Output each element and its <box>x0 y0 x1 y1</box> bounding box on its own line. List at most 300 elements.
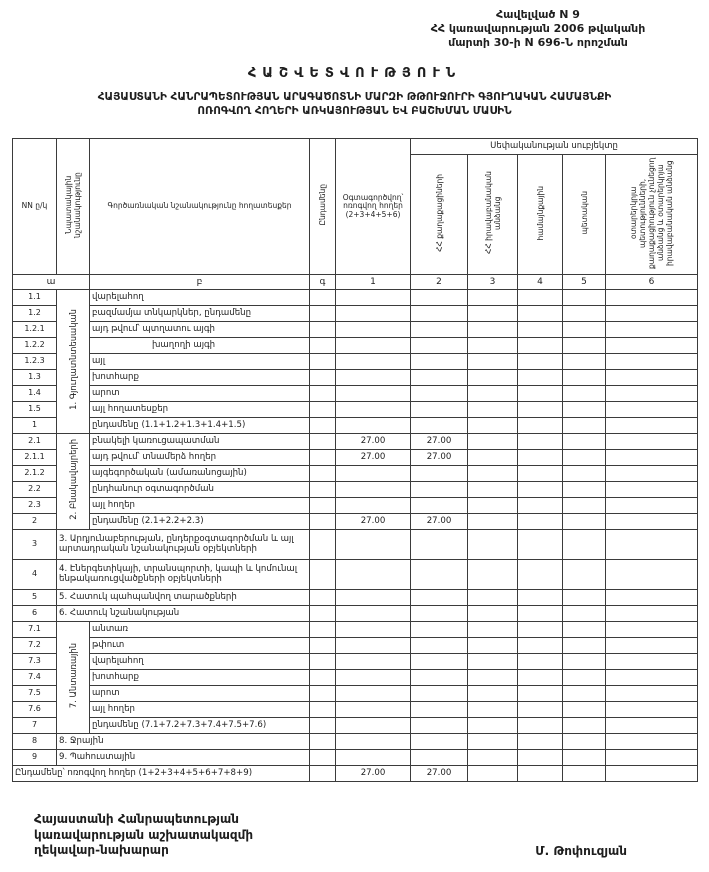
row-label: այդ թվում՝ տնամերձ հողեր <box>90 450 310 466</box>
value-cell <box>563 514 606 530</box>
value-cell <box>336 386 411 402</box>
value-cell <box>310 718 336 734</box>
value-cell: 27.00 <box>336 514 411 530</box>
value-cell <box>310 370 336 386</box>
value-cell <box>468 434 518 450</box>
value-cell <box>468 498 518 514</box>
value-cell <box>563 482 606 498</box>
value-cell <box>518 702 563 718</box>
value-cell <box>606 734 698 750</box>
col-header-own-foreign <box>606 155 698 275</box>
row-label: խոտհարք <box>90 670 310 686</box>
row-num: 1.1 <box>13 290 57 306</box>
value-cell <box>336 338 411 354</box>
col-header-nn: NN ը/կ <box>13 139 57 275</box>
value-cell <box>518 498 563 514</box>
value-cell <box>310 386 336 402</box>
value-cell <box>336 590 411 606</box>
signature-line-3: ղեկավար-նախարար <box>34 843 169 858</box>
value-cell: 27.00 <box>411 434 468 450</box>
table-row <box>13 670 698 686</box>
signatory-name: Մ. Թոփուզյան <box>535 844 627 858</box>
col-header-ownership-group: Սեփականության սուբյեկտը <box>411 139 698 155</box>
row-label: խաղողի այգի <box>90 338 310 354</box>
value-cell <box>310 590 336 606</box>
row-num: 1.2.2 <box>13 338 57 354</box>
value-cell <box>563 750 606 766</box>
table-row <box>13 370 698 386</box>
value-cell <box>310 622 336 638</box>
value-cell <box>518 306 563 322</box>
value-cell <box>411 638 468 654</box>
row-num: 2.2 <box>13 482 57 498</box>
value-cell <box>468 482 518 498</box>
row-label: ընդամենը (2.1+2.2+2.3) <box>90 514 310 530</box>
value-cell <box>468 670 518 686</box>
row-label: բազմամյա տնկարկներ, ընդամենը <box>90 306 310 322</box>
value-cell <box>563 560 606 590</box>
table-row <box>13 418 698 434</box>
value-cell: 27.00 <box>336 450 411 466</box>
col-number-3: 3 <box>468 275 518 290</box>
row-label: այլ <box>90 354 310 370</box>
value-cell <box>468 386 518 402</box>
table-row <box>13 434 698 450</box>
value-cell <box>563 498 606 514</box>
value-cell <box>518 766 563 782</box>
value-cell <box>563 354 606 370</box>
value-cell <box>411 290 468 306</box>
value-cell <box>411 734 468 750</box>
value-cell <box>563 466 606 482</box>
value-cell <box>518 370 563 386</box>
col-header-total-text: Ընդամենը <box>318 184 327 226</box>
row-num: 2.1 <box>13 434 57 450</box>
value-cell <box>336 734 411 750</box>
table-row <box>13 590 698 606</box>
value-cell <box>563 606 606 622</box>
col-header-purpose <box>57 139 90 275</box>
value-cell <box>563 622 606 638</box>
row-num: 8 <box>13 734 57 750</box>
row-num: 7.6 <box>13 702 57 718</box>
row-label: 5. Հատուկ պահպանվող տարածքների <box>57 590 310 606</box>
value-cell <box>563 654 606 670</box>
value-cell <box>606 686 698 702</box>
table-row <box>13 734 698 750</box>
value-cell <box>468 418 518 434</box>
col-header-own-community-text: համայնքային <box>535 185 545 241</box>
row-label: ընդամենը (1.1+1.2+1.3+1.4+1.5) <box>90 418 310 434</box>
value-cell: 27.00 <box>411 450 468 466</box>
value-cell <box>518 734 563 750</box>
col-header-own-legal <box>468 155 518 275</box>
value-cell <box>606 354 698 370</box>
value-cell <box>606 402 698 418</box>
value-cell <box>606 482 698 498</box>
row-num: 6 <box>13 606 57 622</box>
table-row <box>13 702 698 718</box>
value-cell <box>468 322 518 338</box>
value-cell <box>606 638 698 654</box>
col-header-own-legal-text: ՀՀ իրավաբանական անձանց <box>483 171 502 255</box>
value-cell <box>606 530 698 560</box>
table-row <box>13 290 698 306</box>
col-header-purpose-text: Նպատակային նշանակությունը <box>64 172 82 239</box>
col-number-6: 6 <box>606 275 698 290</box>
value-cell <box>518 638 563 654</box>
col-header-own-community <box>518 155 563 275</box>
row-label: այլ հողատեսքեր <box>90 402 310 418</box>
table-row <box>13 402 698 418</box>
value-cell <box>310 766 336 782</box>
value-cell <box>518 354 563 370</box>
value-cell <box>336 418 411 434</box>
table-row <box>13 718 698 734</box>
document-title-block <box>0 66 709 118</box>
value-cell <box>468 530 518 560</box>
table-row <box>13 514 698 530</box>
value-cell <box>563 766 606 782</box>
value-cell <box>336 402 411 418</box>
value-cell <box>310 306 336 322</box>
value-cell <box>606 418 698 434</box>
col-header-used: Օգտագործվող՝ ոռոգվող հողեր (2+3+4+5+6) <box>336 139 411 275</box>
value-cell <box>310 434 336 450</box>
value-cell <box>336 686 411 702</box>
col-number-2: 2 <box>411 275 468 290</box>
table-row <box>13 530 698 560</box>
value-cell <box>310 670 336 686</box>
row-label: 6. Հատուկ նշանակության <box>57 606 310 622</box>
row-label: վարելահող <box>90 654 310 670</box>
value-cell <box>563 702 606 718</box>
table-row <box>13 654 698 670</box>
value-cell <box>606 590 698 606</box>
value-cell <box>518 466 563 482</box>
value-cell <box>468 766 518 782</box>
value-cell <box>606 718 698 734</box>
value-cell <box>336 370 411 386</box>
value-cell <box>518 530 563 560</box>
report-table-wrap <box>12 138 698 782</box>
value-cell <box>563 718 606 734</box>
row-num: 1 <box>13 418 57 434</box>
value-cell <box>606 766 698 782</box>
row-label: բնակելի կառուցապատման <box>90 434 310 450</box>
value-cell <box>336 638 411 654</box>
value-cell <box>563 290 606 306</box>
value-cell <box>518 482 563 498</box>
table-row <box>13 354 698 370</box>
value-cell: 27.00 <box>336 434 411 450</box>
value-cell <box>606 702 698 718</box>
value-cell <box>518 514 563 530</box>
value-cell <box>518 750 563 766</box>
value-cell <box>310 530 336 560</box>
report-table <box>12 138 698 782</box>
value-cell <box>468 622 518 638</box>
row-num: 2.1.2 <box>13 466 57 482</box>
value-cell <box>563 386 606 402</box>
row-label: այգեգործական (ամառանոցային) <box>90 466 310 482</box>
value-cell <box>336 702 411 718</box>
value-cell <box>606 654 698 670</box>
table-row <box>13 750 698 766</box>
row-num: 4 <box>13 560 57 590</box>
table-body <box>13 290 698 782</box>
col-header-functional: Գործառնական նշանակությունը հողատեսքեր <box>90 139 310 275</box>
signature-line-2: կառավարության աշխատակազմի <box>34 827 254 842</box>
value-cell <box>563 322 606 338</box>
value-cell <box>606 670 698 686</box>
table-row <box>13 766 698 782</box>
col-letter-a: ա <box>13 275 90 290</box>
value-cell <box>310 290 336 306</box>
group-label-text: 1. Գյուղատնտեսական <box>67 309 78 411</box>
value-cell <box>310 402 336 418</box>
group-label <box>57 434 90 530</box>
row-label: արոտ <box>90 386 310 402</box>
value-cell <box>310 638 336 654</box>
document-subtitle-2: ՈՌՈԳՎՈՂ ՀՈՂԵՐԻ ԱՌԿԱՅՈՒԹՅԱՆ ԵՎ ԲԱՇԽՄԱՆ ՄԱՍԻՆ <box>197 104 512 117</box>
value-cell <box>518 434 563 450</box>
table-row <box>13 466 698 482</box>
table-row <box>13 606 698 622</box>
value-cell <box>606 450 698 466</box>
table-row <box>13 686 698 702</box>
column-letters-row <box>13 275 698 290</box>
value-cell <box>310 734 336 750</box>
value-cell <box>310 466 336 482</box>
value-cell <box>411 686 468 702</box>
value-cell <box>518 560 563 590</box>
value-cell <box>336 354 411 370</box>
value-cell <box>606 386 698 402</box>
value-cell <box>518 322 563 338</box>
value-cell <box>606 514 698 530</box>
value-cell <box>468 686 518 702</box>
value-cell <box>411 654 468 670</box>
col-header-own-state-text: պետական <box>579 191 589 235</box>
value-cell <box>468 466 518 482</box>
annex-line-3: մարտի 30-ի N 696-Ն որոշման <box>448 35 628 49</box>
row-num: 2.1.1 <box>13 450 57 466</box>
value-cell <box>468 370 518 386</box>
col-header-own-state <box>563 155 606 275</box>
value-cell <box>468 402 518 418</box>
row-num: 5 <box>13 590 57 606</box>
col-letter-g: գ <box>310 275 336 290</box>
row-num: 7.2 <box>13 638 57 654</box>
table-row <box>13 482 698 498</box>
value-cell <box>606 560 698 590</box>
col-header-own-citizens <box>411 155 468 275</box>
value-cell <box>310 560 336 590</box>
value-cell <box>411 306 468 322</box>
row-num: 1.2.1 <box>13 322 57 338</box>
signature-line-1: Հայաստանի Հանրապետության <box>34 812 239 826</box>
value-cell <box>411 622 468 638</box>
value-cell <box>468 638 518 654</box>
value-cell <box>336 622 411 638</box>
row-num: 7.1 <box>13 622 57 638</box>
value-cell <box>468 734 518 750</box>
table-row <box>13 450 698 466</box>
value-cell <box>336 322 411 338</box>
row-label: ընդամենը (7.1+7.2+7.3+7.4+7.5+7.6) <box>90 718 310 734</box>
value-cell <box>518 290 563 306</box>
value-cell <box>411 482 468 498</box>
group-label-text: 7. Անտառային <box>67 643 78 709</box>
row-label: արոտ <box>90 686 310 702</box>
value-cell <box>518 418 563 434</box>
row-num: 1.2.3 <box>13 354 57 370</box>
annex-line-1: Հավելված N 9 <box>496 8 580 21</box>
row-num: 7.4 <box>13 670 57 686</box>
value-cell <box>411 606 468 622</box>
value-cell <box>336 498 411 514</box>
value-cell <box>563 402 606 418</box>
value-cell <box>518 402 563 418</box>
value-cell <box>606 466 698 482</box>
group-label <box>57 622 90 734</box>
value-cell <box>336 306 411 322</box>
value-cell <box>563 530 606 560</box>
value-cell <box>336 670 411 686</box>
col-header-total <box>310 139 336 275</box>
value-cell <box>411 418 468 434</box>
row-num: 2 <box>13 514 57 530</box>
value-cell <box>468 718 518 734</box>
value-cell <box>336 482 411 498</box>
table-row <box>13 560 698 590</box>
table-row <box>13 622 698 638</box>
value-cell: 27.00 <box>411 514 468 530</box>
annex-header <box>373 8 703 49</box>
row-num: 9 <box>13 750 57 766</box>
value-cell <box>468 450 518 466</box>
value-cell <box>310 498 336 514</box>
value-cell <box>468 750 518 766</box>
value-cell <box>310 514 336 530</box>
col-number-5: 5 <box>563 275 606 290</box>
value-cell <box>518 386 563 402</box>
value-cell <box>563 370 606 386</box>
value-cell <box>310 654 336 670</box>
value-cell <box>468 338 518 354</box>
table-row <box>13 638 698 654</box>
value-cell <box>411 402 468 418</box>
row-num: 1.4 <box>13 386 57 402</box>
table-row <box>13 386 698 402</box>
value-cell <box>310 750 336 766</box>
row-label: այլ հողեր <box>90 702 310 718</box>
value-cell <box>468 560 518 590</box>
value-cell <box>310 686 336 702</box>
row-num: 2.3 <box>13 498 57 514</box>
value-cell <box>336 290 411 306</box>
value-cell <box>411 386 468 402</box>
value-cell <box>606 434 698 450</box>
row-num: 3 <box>13 530 57 560</box>
value-cell <box>468 290 518 306</box>
value-cell: 27.00 <box>411 766 468 782</box>
value-cell <box>468 702 518 718</box>
row-label: թփուտ <box>90 638 310 654</box>
value-cell <box>606 322 698 338</box>
value-cell <box>336 560 411 590</box>
value-cell <box>411 702 468 718</box>
row-label: այլ հողեր <box>90 498 310 514</box>
group-label <box>57 290 90 434</box>
value-cell <box>310 450 336 466</box>
row-label: վարելահող <box>90 290 310 306</box>
value-cell <box>468 590 518 606</box>
value-cell <box>518 686 563 702</box>
value-cell <box>518 606 563 622</box>
value-cell <box>310 702 336 718</box>
row-label: անտառ <box>90 622 310 638</box>
value-cell <box>411 370 468 386</box>
value-cell <box>411 560 468 590</box>
value-cell <box>468 514 518 530</box>
row-label: ընդհանուր օգտագործման <box>90 482 310 498</box>
row-num: 1.5 <box>13 402 57 418</box>
value-cell <box>518 718 563 734</box>
value-cell <box>411 590 468 606</box>
value-cell <box>518 590 563 606</box>
value-cell <box>411 750 468 766</box>
value-cell <box>310 418 336 434</box>
value-cell <box>336 530 411 560</box>
table-row <box>13 338 698 354</box>
value-cell <box>606 338 698 354</box>
value-cell <box>518 338 563 354</box>
value-cell <box>518 670 563 686</box>
value-cell <box>606 370 698 386</box>
value-cell <box>411 338 468 354</box>
value-cell <box>310 354 336 370</box>
col-letter-b: բ <box>90 275 310 290</box>
col-number-4: 4 <box>518 275 563 290</box>
value-cell <box>336 718 411 734</box>
value-cell <box>468 654 518 670</box>
row-label: 9. Պահուստային <box>57 750 310 766</box>
value-cell <box>518 450 563 466</box>
row-num: 1.2 <box>13 306 57 322</box>
table-row <box>13 306 698 322</box>
value-cell <box>606 606 698 622</box>
value-cell <box>563 306 606 322</box>
value-cell <box>563 450 606 466</box>
row-num: 1.3 <box>13 370 57 386</box>
value-cell <box>336 466 411 482</box>
value-cell <box>411 466 468 482</box>
value-cell <box>518 622 563 638</box>
document-subtitle-1: ՀԱՅԱՍՏԱՆԻ ՀԱՆՐԱՊԵՏՈՒԹՅԱՆ ԱՐԱԳԱԾՈՏՆԻ ՄԱՐԶԻ ԹԹՈՒՋՈՒՐԻ ԳՅՈՒՂԱԿԱՆ ՀԱՄԱՅՆՔԻ <box>97 91 612 103</box>
value-cell <box>563 670 606 686</box>
annex-line-2: ՀՀ կառավարության 2006 թվականի <box>430 21 646 35</box>
col-header-own-citizens-text: ՀՀ քաղաքացիների <box>434 174 444 253</box>
value-cell <box>411 498 468 514</box>
table-row <box>13 322 698 338</box>
value-cell <box>606 498 698 514</box>
value-cell <box>606 306 698 322</box>
row-label: 3. Արդյունաբերության, ընդերքօգտագործման և այլ արտադրական նշանակության օբյեկտների <box>57 530 310 560</box>
row-label: խոտհարք <box>90 370 310 386</box>
value-cell <box>606 750 698 766</box>
